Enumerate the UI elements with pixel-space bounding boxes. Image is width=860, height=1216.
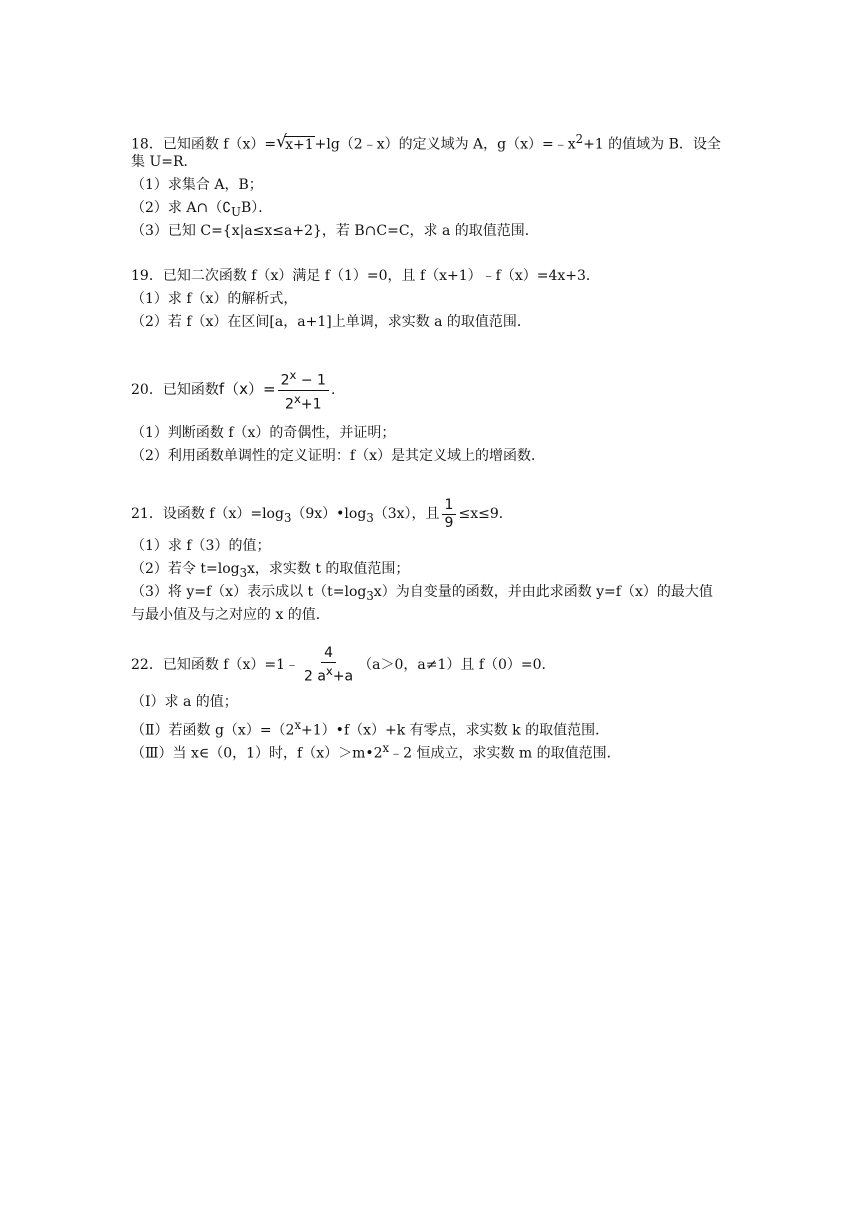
- q21-denominator: 9: [444, 514, 454, 531]
- radical-sign-icon: √: [276, 131, 287, 152]
- q21-part1: （1）求 f（3）的值；: [131, 538, 271, 554]
- q22-den-a: 2 a: [303, 668, 326, 685]
- q22-part1: （Ⅰ）求 a 的值；: [131, 694, 238, 710]
- q18-part2-a: （2）求 A∩（∁: [131, 200, 232, 216]
- q21-text-c: （3x），且: [373, 506, 440, 522]
- q18-part2-b: B）．: [240, 200, 273, 216]
- q22-part3-b: ﹣2 恒成立，求实数 m 的取值范围．: [389, 745, 621, 762]
- q18-text-a: 18．已知函数 f（x）=: [131, 136, 277, 153]
- q18-part2: [131, 198, 272, 218]
- q22-part3-exp: x: [382, 741, 390, 755]
- q21-part2-b: x，求实数 t 的取值范围；: [247, 561, 410, 577]
- q20-den-rest: +1: [300, 396, 322, 413]
- q21-text-b: （9x）•log: [291, 506, 367, 522]
- q22-numerator: 4: [321, 645, 336, 663]
- q22-denominator: [301, 663, 356, 686]
- q22-part2-a: （Ⅱ）若函数 g（x）=（2: [131, 722, 295, 739]
- q18-text-b: +lg（2﹣x）的定义域为 A，g（x）=﹣x: [314, 136, 576, 153]
- q19-intro: 19．已知二次函数 f（x）满足 f（1）=0，且 f（x+1）﹣f（x）=4x+3．: [131, 268, 600, 284]
- sqrt-radicand: x+1: [285, 136, 314, 153]
- q22-part3-a: （Ⅲ）当 x∈（0，1）时，f（x）＞m•2: [131, 745, 383, 762]
- q21-part2-a: （2）若令 t=log: [131, 561, 240, 577]
- q18-intro-line1: [131, 129, 721, 153]
- q18-part2-subscript: U: [231, 204, 241, 219]
- q20-num-exp: x: [289, 367, 297, 382]
- q22-fraction: [301, 645, 356, 686]
- q22-part2-exp: x: [294, 718, 302, 732]
- q22-den-b: +a: [332, 668, 354, 685]
- q20-num-rest: − 1: [296, 372, 326, 389]
- q22-part2: [131, 715, 610, 739]
- q21-fraction: [442, 497, 457, 532]
- q21-part3-sub: 3: [366, 588, 374, 603]
- q19-part2: （2）若 f（x）在区间[a，a+1]上单调，求实数 a 的取值范围．: [131, 314, 531, 330]
- q20-part1: （1）判断函数 f（x）的奇偶性，并证明；: [131, 425, 396, 441]
- q22-intro: [131, 642, 556, 688]
- q20-intro: [131, 366, 335, 412]
- q21-part3-a: （3）将 y=f（x）表示成以 t（t=log: [131, 584, 367, 600]
- q21-text-d: ≤x≤9．: [458, 506, 513, 522]
- q20-den-base: 2: [285, 396, 294, 413]
- q18-text-c: +1 的值域为 B．设全: [583, 136, 721, 153]
- q21-numerator: 1: [442, 497, 457, 515]
- q21-text-a: 21．设函数 f（x）=log: [131, 506, 284, 522]
- q21-sub2: 3: [366, 510, 374, 525]
- q20-denominator: [282, 391, 324, 414]
- q21-intro: [131, 494, 513, 534]
- q22-part3: [131, 738, 621, 762]
- q22-den-exp: x: [325, 663, 333, 678]
- q22-part2-b: +1）•f（x）+k 有零点，求实数 k 的取值范围．: [301, 722, 610, 739]
- q20-numerator: [278, 367, 329, 391]
- q20-fraction: [278, 367, 329, 413]
- q21-part3-line2: 与最小值及与之对应的 x 的值．: [131, 607, 330, 623]
- q22-text-b: （a＞0，a≠1）且 f（0）=0．: [358, 657, 556, 673]
- q21-part2: [131, 559, 409, 579]
- q22-text-a: 22．已知函数 f（x）=1﹣: [131, 657, 299, 673]
- sqrt-expression: [276, 131, 315, 155]
- q21-part2-sub: 3: [239, 565, 248, 580]
- q20-num-base: 2: [280, 372, 290, 389]
- q18-exponent: 2: [575, 132, 584, 146]
- q20-text-a: 20．已知函数: [131, 382, 219, 398]
- q20-function-name: f（x）=: [218, 380, 276, 398]
- q20-end: .: [330, 382, 336, 398]
- q21-sub1: 3: [283, 510, 292, 525]
- q20-part2: （2）利用函数单调性的定义证明：f（x）是其定义域上的增函数．: [131, 448, 545, 464]
- q19-part1: （1）求 f（x）的解析式，: [131, 291, 298, 307]
- q18-intro-line2: 集 U=R．: [131, 154, 198, 170]
- q18-part3: （3）已知 C={x|a≤x≤a+2}，若 B∩C=C，求 a 的取值范围．: [131, 223, 539, 239]
- q18-part1: （1）求集合 A，B；: [131, 177, 263, 193]
- q20-den-exp: x: [293, 391, 301, 406]
- q21-part3-b: x）为自变量的函数，并由此求函数 y=f（x）的最大值: [373, 584, 713, 600]
- q21-part3: [131, 582, 713, 602]
